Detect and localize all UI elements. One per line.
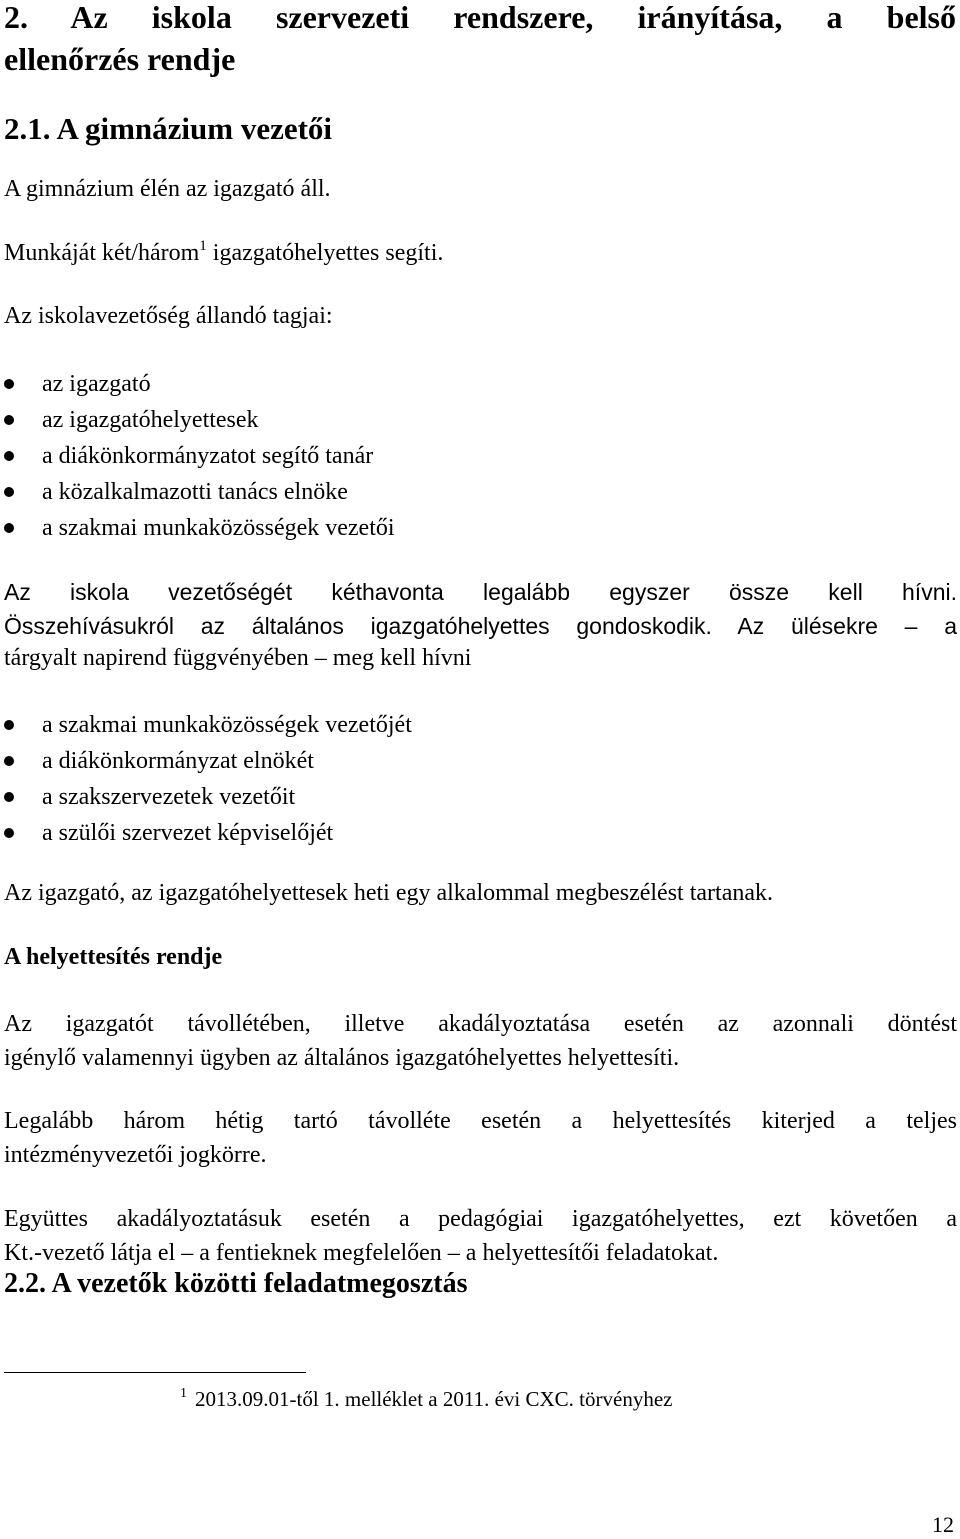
bullet-icon — [4, 451, 14, 461]
members-list — [0, 366, 395, 546]
substitution-subheading: A helyettesítés rendje — [4, 944, 223, 970]
list-item: a diákönkormányzatot segítő tanár — [0, 438, 395, 474]
meeting-paragraph-line2: Összehívásukról az általános igazgatóhelyettes gondoskodik. Az ülésekre – a — [4, 613, 957, 639]
list-item: a közalkalmazotti tanács elnöke — [0, 474, 395, 510]
intro-paragraph-1: A gimnázium élén az igazgató áll. — [4, 176, 331, 202]
members-intro: Az iskolavezetőség állandó tagjai: — [4, 303, 333, 329]
weekly-meeting-paragraph: Az igazgató, az igazgatóhelyettesek heti egy alkalommal megbeszélést tartanak. — [4, 880, 773, 906]
section-heading-2-1: 2.1. A gimnázium vezetői — [4, 111, 333, 146]
list-item: a szakmai munkaközösségek vezetői — [0, 510, 395, 546]
meeting-paragraph-line3: tárgyalt napirend függvényében – meg kell hívni — [4, 645, 472, 671]
list-item: az igazgató — [0, 366, 395, 402]
footnote-separator — [4, 1372, 306, 1373]
chapter-heading — [4, 0, 956, 80]
chapter-heading-line2: ellenőrzés rendje — [4, 41, 236, 77]
invitees-list — [0, 707, 412, 851]
bullet-icon — [4, 828, 14, 838]
footnote-mark: 1 — [180, 1386, 187, 1401]
footnote-text: 2013.09.01-től 1. melléklet a 2011. évi CXC. törvényhez — [195, 1387, 673, 1411]
bullet-icon — [4, 415, 14, 425]
bullet-icon — [4, 379, 14, 389]
bullet-icon — [4, 792, 14, 802]
list-item: a szakszervezetek vezetőit — [0, 779, 412, 815]
bullet-icon — [4, 487, 14, 497]
bullet-icon — [4, 756, 14, 766]
meeting-paragraph — [4, 575, 957, 643]
list-item: az igazgatóhelyettesek — [0, 402, 395, 438]
footnote — [180, 1386, 672, 1412]
list-item: a szakmai munkaközösségek vezetőjét — [0, 707, 412, 743]
substitution-paragraph-1: Az igazgatót távollétében, illetve akadályoztatása esetén az azonnali döntést igénylő valamennyi ügyben az általános igazgatóhelyettes helyettesíti. — [4, 1011, 957, 1071]
substitution-paragraph-3: Együttes akadályoztatásuk esetén a pedagógiai igazgatóhelyettes, ezt követően a Kt.-vezető látja el – a fentieknek megfelelően – a helyettesítői feladatokat. — [4, 1206, 957, 1266]
list-item: a diákönkormányzat elnökét — [0, 743, 412, 779]
footnote-reference: 1 — [199, 238, 207, 254]
substitution-paragraph-2: Legalább három hétig tartó távolléte esetén a helyettesítés kiterjed a teljes intézményvezetői jogkörre. — [4, 1108, 957, 1168]
meeting-paragraph-line1: Az iskola vezetőségét kéthavonta legalább egyszer össze kell hívni. — [4, 579, 957, 605]
intro-paragraph-2 — [4, 238, 443, 267]
page-number: 12 — [932, 1512, 954, 1537]
intro-paragraph-2-text-end: igazgatóhelyettes segíti. — [206, 240, 444, 266]
intro-paragraph-2-text: Munkáját két/három — [4, 240, 200, 266]
section-heading-2-2: 2.2. A vezetők közötti feladatmegosztás — [4, 1268, 468, 1299]
bullet-icon — [4, 523, 14, 533]
list-item: a szülői szervezet képviselőjét — [0, 815, 412, 851]
chapter-heading-line1: 2. Az iskola szervezeti rendszere, irányítása, a belső — [4, 0, 956, 35]
bullet-icon — [4, 720, 14, 730]
